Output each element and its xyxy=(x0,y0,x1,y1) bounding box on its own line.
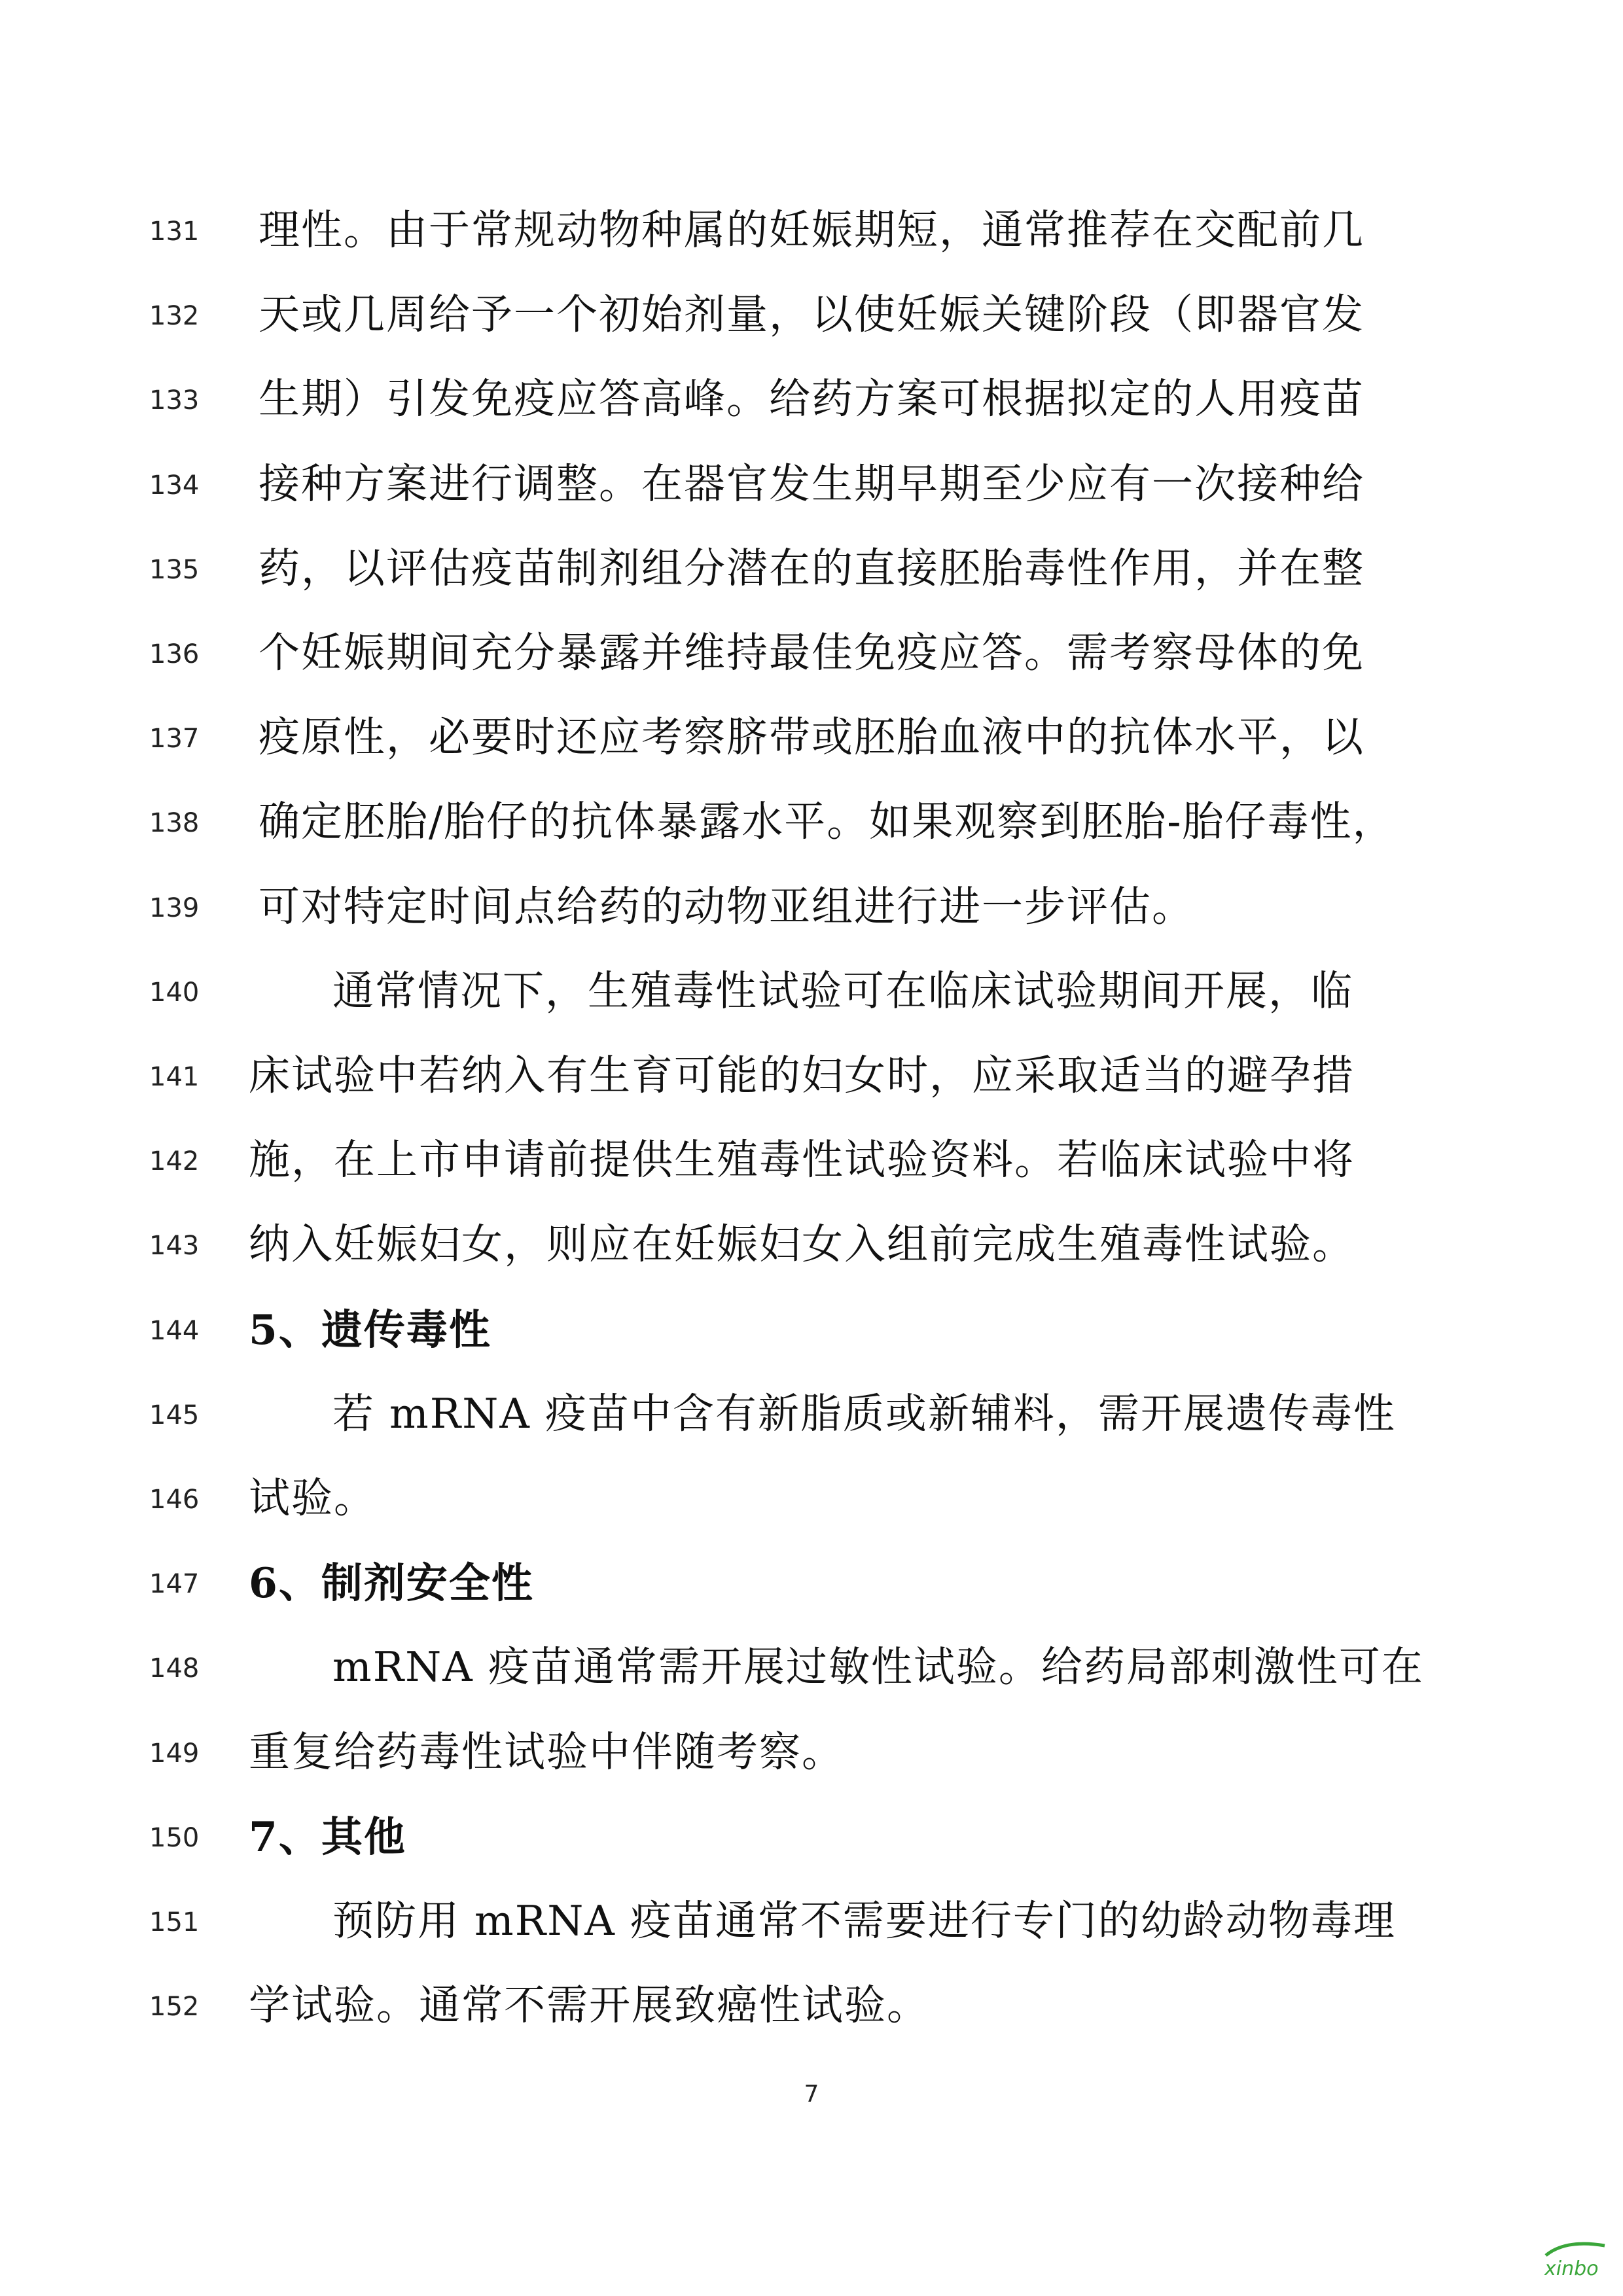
document-line xyxy=(0,1458,1623,1542)
line-number: 139 xyxy=(149,892,200,923)
line-text: 疫原性，必要时还应考察脐带或胚胎血液中的抗体水平，以 xyxy=(259,713,1364,762)
line-number: 150 xyxy=(149,1822,200,1853)
section-heading: 7、其他 xyxy=(249,1812,406,1861)
line-number: 144 xyxy=(149,1315,200,1346)
line-text: 学试验。通常不需开展致癌性试验。 xyxy=(249,1981,929,2030)
document-line xyxy=(0,1965,1623,2049)
line-text: 个妊娠期间充分暴露并维持最佳免疫应答。需考察母体的免 xyxy=(259,629,1364,677)
line-number: 135 xyxy=(149,554,200,585)
page-number: 7 xyxy=(804,2081,819,2108)
document-line xyxy=(0,528,1623,612)
document-line xyxy=(0,1289,1623,1373)
line-number: 143 xyxy=(149,1231,200,1262)
line-text: 可对特定时间点给药的动物亚组进行进一步评估。 xyxy=(259,882,1194,930)
line-text: 床试验中若纳入有生育可能的妇女时，应采取适当的避孕措 xyxy=(249,1051,1355,1099)
document-line xyxy=(0,866,1623,951)
section-heading: 5、遗传毒性 xyxy=(249,1305,491,1354)
line-text: 试验。 xyxy=(249,1474,376,1522)
document-line xyxy=(0,190,1623,274)
line-text: 生期）引发免疫应答高峰。给药方案可根据拟定的人用疫苗 xyxy=(259,375,1364,423)
line-text: 施，在上市申请前提供生殖毒性试验资料。若临床试验中将 xyxy=(249,1136,1355,1184)
line-text: 药，以评估疫苗制剂组分潜在的直接胚胎毒性作用，并在整 xyxy=(259,544,1364,592)
line-text: 通常情况下，生殖毒性试验可在临床试验期间开展，临 xyxy=(332,966,1353,1015)
document-line xyxy=(0,697,1623,781)
line-text: 纳入妊娠妇女，则应在妊娠妇女入组前完成生殖毒性试验。 xyxy=(249,1220,1355,1269)
document-line xyxy=(0,612,1623,697)
line-number: 148 xyxy=(149,1653,200,1684)
line-number: 151 xyxy=(149,1907,200,1937)
line-text: 预防用 mRNA 疫苗通常不需要进行专门的幼龄动物毒理 xyxy=(332,1897,1396,1945)
document-line xyxy=(0,1035,1623,1120)
line-number: 134 xyxy=(149,470,200,501)
document-line xyxy=(0,1881,1623,1965)
document-line xyxy=(0,1712,1623,1796)
document-line xyxy=(0,1373,1623,1458)
line-number: 131 xyxy=(149,217,200,247)
line-text: 天或几周给予一个初始剂量，以使妊娠关键阶段（即器官发 xyxy=(259,291,1364,339)
line-number: 145 xyxy=(149,1400,200,1430)
line-number: 146 xyxy=(149,1485,200,1515)
line-number: 132 xyxy=(149,301,200,332)
document-line xyxy=(0,951,1623,1035)
xinbo-logo-icon xyxy=(1539,2236,1611,2282)
line-text: mRNA 疫苗通常需开展过敏性试验。给药局部刺激性可在 xyxy=(332,1643,1424,1691)
document-line xyxy=(0,1204,1623,1288)
document-line xyxy=(0,1796,1623,1881)
section-heading: 6、制剂安全性 xyxy=(249,1559,534,1608)
watermark-text: xinbo xyxy=(1544,2257,1599,2280)
document-line xyxy=(0,781,1623,866)
document-line xyxy=(0,1627,1623,1711)
line-number: 141 xyxy=(149,1062,200,1092)
document-line xyxy=(0,444,1623,528)
document-line xyxy=(0,274,1623,359)
line-number: 137 xyxy=(149,724,200,754)
line-text: 接种方案进行调整。在器官发生期早期至少应有一次接种给 xyxy=(259,459,1364,508)
line-number: 152 xyxy=(149,1992,200,2022)
document-line xyxy=(0,359,1623,443)
line-number: 140 xyxy=(149,977,200,1008)
line-number: 147 xyxy=(149,1569,200,1600)
line-number: 136 xyxy=(149,639,200,669)
line-number: 142 xyxy=(149,1146,200,1177)
line-text: 确定胚胎/胎仔的抗体暴露水平。如果观察到胚胎-胎仔毒性， xyxy=(259,798,1395,846)
line-number: 138 xyxy=(149,808,200,839)
document-line xyxy=(0,1120,1623,1204)
line-text: 若 mRNA 疫苗中含有新脂质或新辅料，需开展遗传毒性 xyxy=(332,1389,1396,1438)
line-number: 149 xyxy=(149,1738,200,1769)
line-text: 重复给药毒性试验中伴随考察。 xyxy=(249,1727,844,1776)
line-text: 理性。由于常规动物种属的妊娠期短，通常推荐在交配前几 xyxy=(259,206,1364,254)
document-line xyxy=(0,1542,1623,1627)
line-number: 133 xyxy=(149,385,200,416)
